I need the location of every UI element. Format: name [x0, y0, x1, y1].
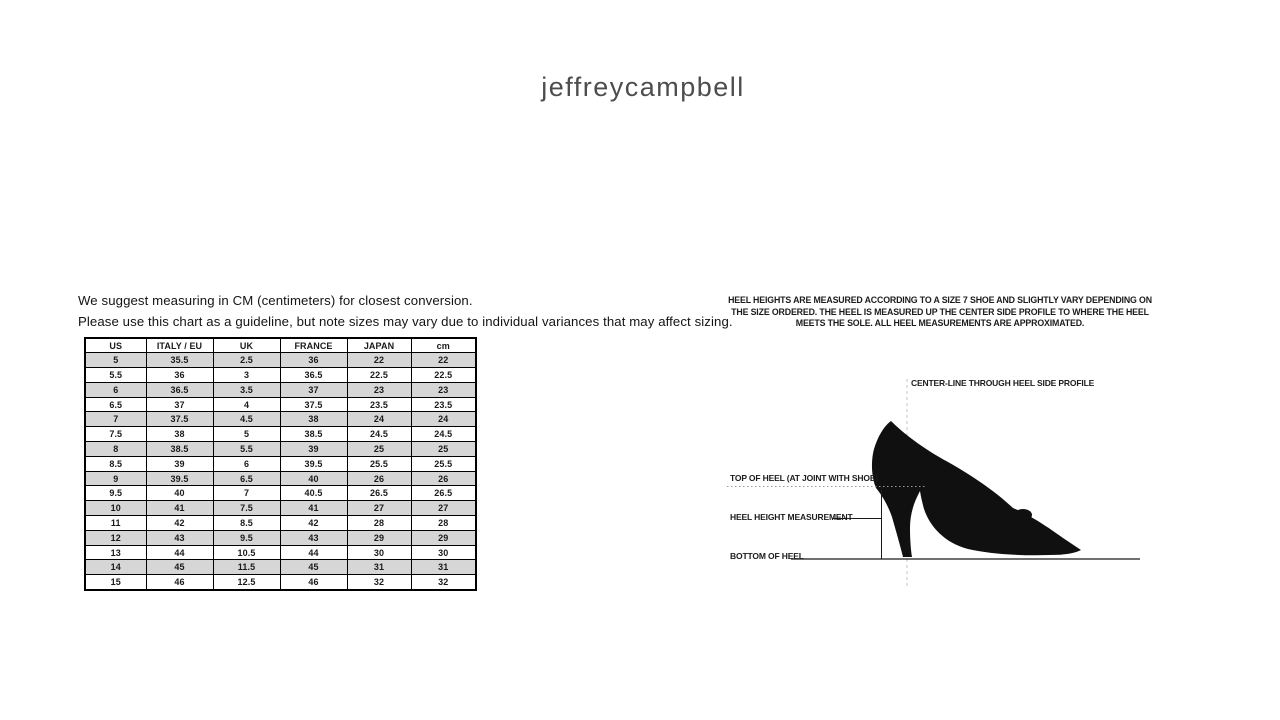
- table-cell: 42: [280, 516, 347, 531]
- table-cell: 6: [213, 456, 280, 471]
- table-cell: 25.5: [411, 456, 476, 471]
- table-cell: 3: [213, 368, 280, 383]
- table-cell: 5.5: [85, 368, 146, 383]
- table-row: [85, 412, 476, 427]
- table-row: [85, 575, 476, 590]
- table-cell: 37.5: [146, 412, 213, 427]
- table-cell: 25: [411, 442, 476, 457]
- table-cell: 43: [280, 530, 347, 545]
- table-cell: 8.5: [85, 456, 146, 471]
- table-row: [85, 368, 476, 383]
- table-row: [85, 560, 476, 575]
- table-cell: 23.5: [347, 397, 411, 412]
- header-cell: cm: [411, 338, 476, 353]
- table-cell: 44: [146, 545, 213, 560]
- table-cell: 26: [411, 471, 476, 486]
- table-cell: 26.5: [411, 486, 476, 501]
- table-cell: 7: [213, 486, 280, 501]
- table-cell: 3.5: [213, 382, 280, 397]
- table-cell: 40: [280, 471, 347, 486]
- table-cell: 38: [146, 427, 213, 442]
- table-cell: 46: [280, 575, 347, 590]
- table-cell: 7.5: [213, 501, 280, 516]
- table-cell: 40.5: [280, 486, 347, 501]
- table-cell: 32: [411, 575, 476, 590]
- table-cell: 14: [85, 560, 146, 575]
- table-cell: 41: [146, 501, 213, 516]
- table-cell: 5: [213, 427, 280, 442]
- table-cell: 2.5: [213, 353, 280, 368]
- table-row: [85, 516, 476, 531]
- table-row: [85, 545, 476, 560]
- size-chart-section: [84, 337, 477, 591]
- size-conversion-table: [84, 337, 477, 591]
- table-header-row: [85, 338, 476, 353]
- table-cell: 45: [280, 560, 347, 575]
- table-cell: 7: [85, 412, 146, 427]
- table-cell: 26.5: [347, 486, 411, 501]
- table-cell: 12: [85, 530, 146, 545]
- table-cell: 10.5: [213, 545, 280, 560]
- table-cell: 23: [347, 382, 411, 397]
- table-row: [85, 353, 476, 368]
- table-cell: 15: [85, 575, 146, 590]
- table-cell: 29: [411, 530, 476, 545]
- table-cell: 6: [85, 382, 146, 397]
- table-cell: 39: [280, 442, 347, 457]
- table-cell: 25: [347, 442, 411, 457]
- table-cell: 9.5: [213, 530, 280, 545]
- heel-height-label: HEEL HEIGHT MEASUREMENT: [730, 512, 853, 522]
- table-cell: 37.5: [280, 397, 347, 412]
- table-cell: 8.5: [213, 516, 280, 531]
- table-cell: 22: [411, 353, 476, 368]
- table-cell: 45: [146, 560, 213, 575]
- table-row: [85, 456, 476, 471]
- table-cell: 38: [280, 412, 347, 427]
- table-cell: 43: [146, 530, 213, 545]
- table-cell: 30: [347, 545, 411, 560]
- table-cell: 29: [347, 530, 411, 545]
- header-cell: UK: [213, 338, 280, 353]
- table-row: [85, 397, 476, 412]
- table-cell: 4.5: [213, 412, 280, 427]
- table-cell: 24: [411, 412, 476, 427]
- sizing-intro-line1: We suggest measuring in CM (centimeters) for closest conversion.: [78, 293, 473, 308]
- table-cell: 38.5: [146, 442, 213, 457]
- table-cell: 5.5: [213, 442, 280, 457]
- table-cell: 6.5: [213, 471, 280, 486]
- table-cell: 37: [146, 397, 213, 412]
- table-cell: 37: [280, 382, 347, 397]
- table-row: [85, 427, 476, 442]
- table-cell: 5: [85, 353, 146, 368]
- table-cell: 11: [85, 516, 146, 531]
- table-cell: 40: [146, 486, 213, 501]
- table-cell: 31: [411, 560, 476, 575]
- table-cell: 39: [146, 456, 213, 471]
- table-row: [85, 382, 476, 397]
- table-cell: 10: [85, 501, 146, 516]
- table-cell: 23.5: [411, 397, 476, 412]
- table-cell: 23: [411, 382, 476, 397]
- table-cell: 32: [347, 575, 411, 590]
- table-row: [85, 471, 476, 486]
- table-cell: 30: [411, 545, 476, 560]
- table-cell: 42: [146, 516, 213, 531]
- table-cell: 27: [347, 501, 411, 516]
- table-cell: 6.5: [85, 397, 146, 412]
- table-cell: 46: [146, 575, 213, 590]
- high-heel-shoe-image: [872, 421, 1081, 557]
- table-cell: 26: [347, 471, 411, 486]
- table-cell: 24: [347, 412, 411, 427]
- table-cell: 41: [280, 501, 347, 516]
- table-cell: 24.5: [411, 427, 476, 442]
- table-cell: 38.5: [280, 427, 347, 442]
- sizing-intro-line2: Please use this chart as a guideline, but note sizes may vary due to individual variances that may affect sizing.: [78, 314, 733, 329]
- table-cell: 13: [85, 545, 146, 560]
- table-cell: 4: [213, 397, 280, 412]
- table-cell: 22: [347, 353, 411, 368]
- table-cell: 7.5: [85, 427, 146, 442]
- table-cell: 39.5: [280, 456, 347, 471]
- table-cell: 27: [411, 501, 476, 516]
- bottom-of-heel-label: BOTTOM OF HEEL: [730, 551, 804, 561]
- header-cell: ITALY / EU: [146, 338, 213, 353]
- header-cell: US: [85, 338, 146, 353]
- table-cell: 8: [85, 442, 146, 457]
- table-cell: 25.5: [347, 456, 411, 471]
- heel-measurement-note: HEEL HEIGHTS ARE MEASURED ACCORDING TO A SIZE 7 SHOE AND SLIGHTLY VARY DEPENDING ON THE SIZE ORDERED. THE HEEL IS MEASURED UP THE CENTER SIDE PROFILE TO WHERE THE HEEL MEETS THE SOLE. ALL HEEL MEASUREMENTS ARE APPROXIMATED.: [728, 295, 1152, 328]
- table-cell: 12.5: [213, 575, 280, 590]
- brand-logo: jeffreycampbell: [541, 72, 745, 102]
- header-cell: FRANCE: [280, 338, 347, 353]
- table-cell: 36: [280, 353, 347, 368]
- table-cell: 35.5: [146, 353, 213, 368]
- table-cell: 44: [280, 545, 347, 560]
- sizing-intro: [78, 290, 733, 332]
- table-cell: 36.5: [146, 382, 213, 397]
- table-row: [85, 486, 476, 501]
- table-cell: 22.5: [411, 368, 476, 383]
- table-cell: 28: [347, 516, 411, 531]
- table-cell: 39.5: [146, 471, 213, 486]
- top-of-heel-label: TOP OF HEEL (AT JOINT WITH SHOE): [730, 473, 879, 483]
- table-cell: 11.5: [213, 560, 280, 575]
- center-line-label: CENTER-LINE THROUGH HEEL SIDE PROFILE: [911, 378, 1095, 388]
- table-cell: 22.5: [347, 368, 411, 383]
- table-cell: 24.5: [347, 427, 411, 442]
- table-row: [85, 530, 476, 545]
- table-cell: 9: [85, 471, 146, 486]
- table-cell: 36: [146, 368, 213, 383]
- table-cell: 9.5: [85, 486, 146, 501]
- table-row: [85, 442, 476, 457]
- table-cell: 28: [411, 516, 476, 531]
- table-row: [85, 501, 476, 516]
- table-cell: 31: [347, 560, 411, 575]
- table-cell: 36.5: [280, 368, 347, 383]
- header-cell: JAPAN: [347, 338, 411, 353]
